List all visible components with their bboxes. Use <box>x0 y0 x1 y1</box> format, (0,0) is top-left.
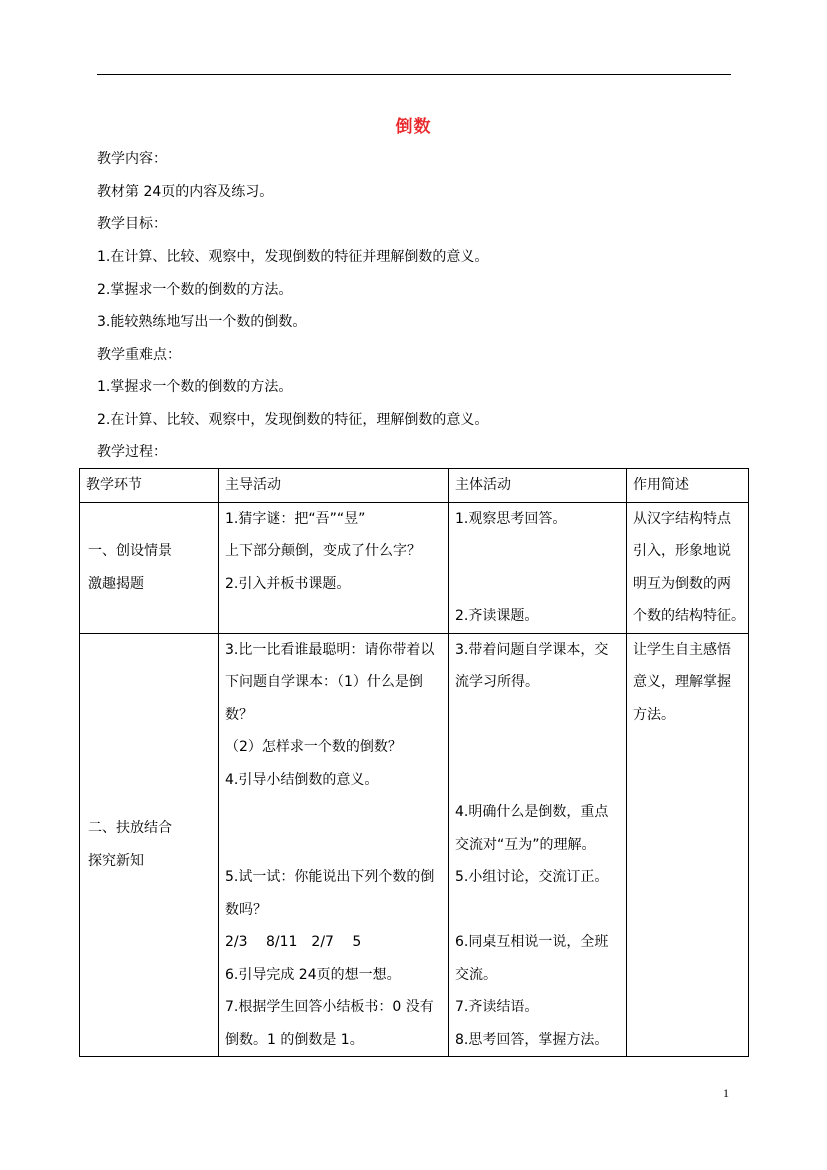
difficulty-item: 2.在计算、比较、观察中，发现倒数的特征，理解倒数的意义。 <box>97 412 489 428</box>
difficulty-item: 1.掌握求一个数的倒数的方法。 <box>97 379 293 395</box>
stage-cell: 一、创设情景 激趣揭题 <box>80 502 219 633</box>
purpose-cell: 从汉字结构特点 引入，形象地说 明互为倒数的两 个数的结构特征。 <box>627 502 749 633</box>
header-student-activity: 主体活动 <box>449 469 627 503</box>
goal-item: 3.能较熟练地写出一个数的倒数。 <box>97 314 307 330</box>
header-stage: 教学环节 <box>80 469 219 503</box>
document-title: 倒数 <box>395 117 432 137</box>
goal-item: 1.在计算、比较、观察中，发现倒数的特征并理解倒数的意义。 <box>97 249 489 265</box>
table-row <box>80 633 749 1057</box>
student-activity-cell: 3.带着问题自学课本，交 流学习所得。 4.明确什么是倒数，重点 交流对“互为”的理解。 5.小组讨论，交流订正。 6.同桌互相说一说，全班 交流。 7.齐读结语。 8.思考回答，掌握方法。 <box>449 633 627 1057</box>
header-rule <box>97 74 731 75</box>
lesson-process-table <box>79 468 749 1057</box>
student-activity-cell: 1.观察思考回答。 2.齐读课题。 <box>449 502 627 633</box>
header-lead-activity: 主导活动 <box>219 469 449 503</box>
difficulty-heading: 教学重难点： <box>97 347 181 363</box>
goal-item: 2.掌握求一个数的倒数的方法。 <box>97 282 293 298</box>
lead-activity-cell: 3.比一比看谁最聪明：请你带着以 下问题自学课本：（1）什么是倒 数？ （2）怎样求一个数的倒数？ 4.引导小结倒数的意义。 5.试一试：你能说出下列个数的倒 数吗？ 2/3 8/11 2/7 5 6.引导完成 24页的想一想。 7.根据学生回答小结板书：0 没有 倒数。1 的倒数是 1。 <box>219 633 449 1057</box>
content-heading: 教学内容： <box>97 151 167 167</box>
page-number: 1 <box>723 1086 729 1100</box>
header-purpose: 作用简述 <box>627 469 749 503</box>
process-heading: 教学过程： <box>97 444 167 460</box>
lead-activity-cell: 1.猜字谜：把“吾”“昱” 上下部分颠倒，变成了什么字？ 2.引入并板书课题。 <box>219 502 449 633</box>
table-row <box>80 502 749 633</box>
table-header-row <box>80 469 749 503</box>
content-text: 教材第 24页的内容及练习。 <box>97 184 274 200</box>
stage-cell: 二、扶放结合 探究新知 <box>80 633 219 1057</box>
goals-heading: 教学目标： <box>97 216 167 232</box>
purpose-cell: 让学生自主感悟 意义，理解掌握 方法。 <box>627 633 749 1057</box>
